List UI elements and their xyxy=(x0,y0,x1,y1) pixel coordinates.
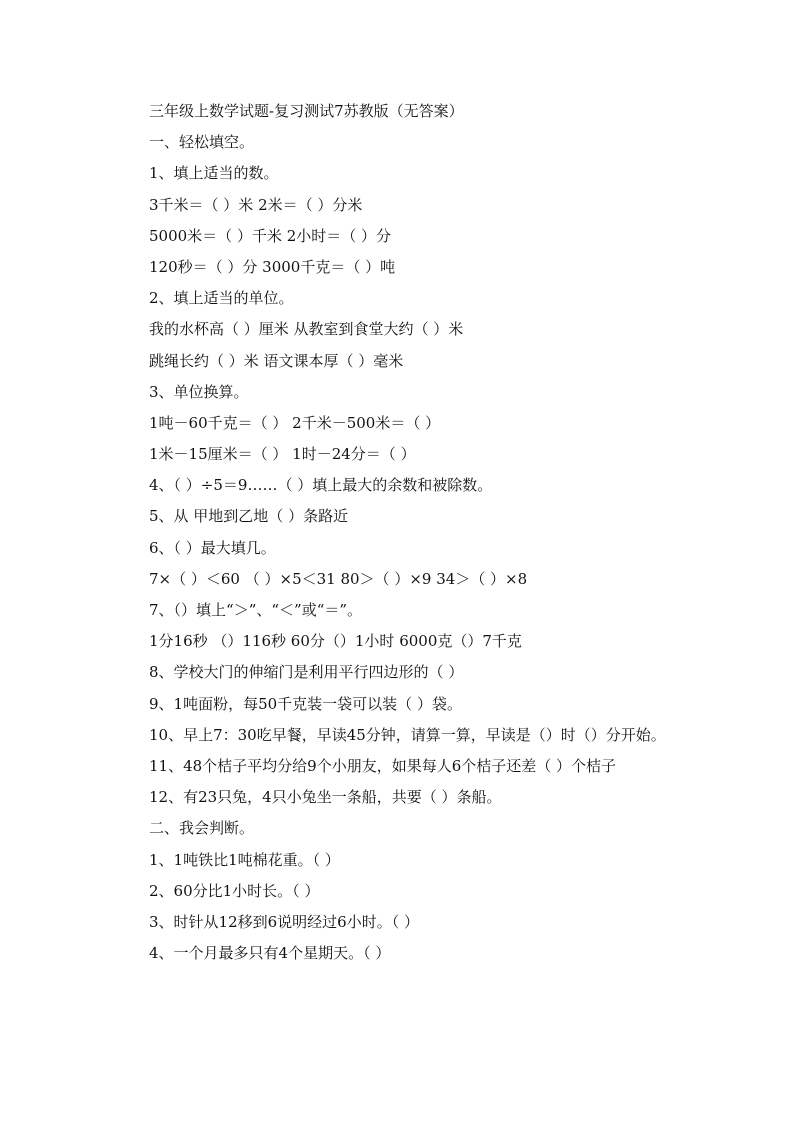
question-2-row-1: 我的水杯高（ ）厘米 从教室到食堂大约（ ）米 xyxy=(149,320,464,339)
question-2-heading: 2、填上适当的单位。 xyxy=(149,289,294,308)
judge-question-4: 4、一个月最多只有4个星期天。（ ） xyxy=(149,944,391,963)
judge-question-1: 1、1吨铁比1吨棉花重。（ ） xyxy=(149,850,340,869)
question-1-heading: 1、填上适当的数。 xyxy=(149,164,279,183)
question-8: 8、学校大门的伸缩门是利用平行四边形的（ ） xyxy=(149,663,464,682)
question-5: 5、从 甲地到乙地（ ）条路近 xyxy=(149,507,349,526)
question-3-row-1: 1吨－60千克＝（ ） 2千米－500米＝（ ） xyxy=(149,413,441,432)
question-6-row: 7×（ ）＜60 （ ）×5＜31 80＞（ ）×9 34＞（ ）×8 xyxy=(149,569,528,588)
section-heading-fill-blanks: 一、轻松填空。 xyxy=(149,133,255,152)
question-7-heading: 7、（）填上“＞”、“＜”或“＝”。 xyxy=(149,601,363,619)
question-3-row-2: 1米－15厘米＝（ ） 1时－24分＝（ ） xyxy=(149,445,416,464)
document-body xyxy=(119,96,689,969)
question-10: 10、早上7：30吃早餐，早读45分钟，请算一算，早读是（）时（）分开始。 xyxy=(149,725,666,744)
question-4: 4、（ ）÷5＝9……（ ）填上最大的余数和被除数。 xyxy=(149,476,493,495)
question-1-row-1: 3千米＝（ ）米 2米＝（ ）分米 xyxy=(149,195,363,214)
question-1-row-3: 120秒＝（ ）分 3000千克＝（ ）吨 xyxy=(149,257,396,276)
question-2-row-2: 跳绳长约（ ）米 语文课本厚（ ）毫米 xyxy=(149,351,404,370)
judge-question-2: 2、60分比1小时长。（ ） xyxy=(149,881,320,900)
question-6-heading: 6、（ ）最大填几。 xyxy=(149,538,276,557)
question-3-heading: 3、单位换算。 xyxy=(149,382,249,401)
question-12: 12、有23只兔，4只小兔坐一条船，共要（ ）条船。 xyxy=(149,788,502,807)
question-1-row-2: 5000米＝（ ）千米 2小时＝（ ）分 xyxy=(149,226,392,245)
document-title: 三年级上数学试题-复习测试7苏教版（无答案） xyxy=(149,102,464,120)
section-heading-judge: 二、我会判断。 xyxy=(149,819,255,838)
question-7-row: 1分16秒 （）116秒 60分（）1小时 6000克（）7千克 xyxy=(149,632,522,651)
judge-question-3: 3、时针从12移到6说明经过6小时。（ ） xyxy=(149,912,419,931)
question-9: 9、1吨面粉，每50千克装一袋可以装（ ）袋。 xyxy=(149,694,462,713)
question-11: 11、48个桔子平均分给9个小朋友，如果每人6个桔子还差（ ）个桔子 xyxy=(149,756,617,775)
